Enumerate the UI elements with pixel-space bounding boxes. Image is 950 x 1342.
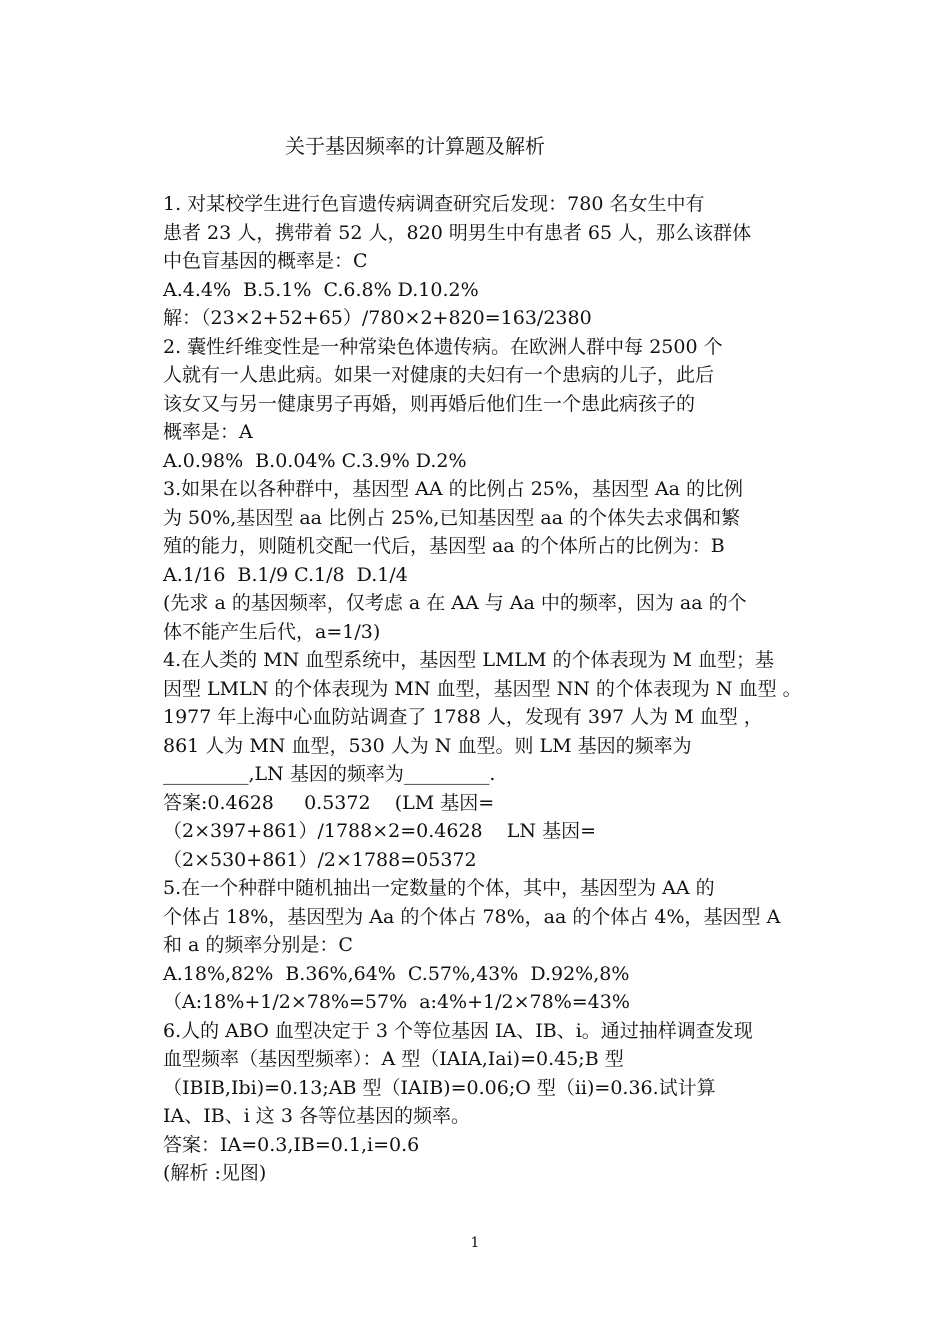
- text-line: 2. 囊性纤维变性是一种常染色体遗传病。在欧洲人群中每 2500 个: [163, 335, 723, 358]
- text-line: 中色盲基因的概率是：C: [163, 250, 368, 272]
- text-line: 4.在人类的 MN 血型系统中，基因型 LMLM 的个体表现为 M 血型；基: [163, 649, 775, 671]
- text-line: （IBIB,Ibi)=0.13;AB 型（IAIB)=0.06;O 型（ii)=0.36.试计算: [163, 1076, 716, 1099]
- text-line: 体不能产生后代，a=1/3): [163, 620, 381, 643]
- text-line: A.4.4% B.5.1% C.6.8% D.10.2%: [163, 278, 479, 301]
- text-line: 个体占 18%，基因型为 Aa 的个体占 78%，aa 的个体占 4%，基因型 A: [163, 905, 781, 928]
- text-line: (先求 a 的基因频率，仅考虑 a 在 AA 与 Aa 中的频率，因为 aa 的个: [163, 592, 747, 614]
- text-line: 1. 对某校学生进行色盲遗传病调查研究后发现：780 名女生中有: [163, 193, 705, 215]
- text-line: 殖的能力，则随机交配一代后，基因型 aa 的个体所占的比例为：B: [163, 535, 725, 557]
- document-title: 关于基因频率的计算题及解析: [285, 134, 545, 158]
- text-line: 5.在一个种群中随机抽出一定数量的个体，其中，基因型为 AA 的: [163, 877, 715, 899]
- text-line: 861 人为 MN 血型，530 人为 N 血型。则 LM 基因的频率为: [163, 734, 692, 757]
- text-line: 概率是：A: [163, 421, 253, 443]
- text-line: _________,LN 基因的频率为_________.: [163, 763, 496, 785]
- text-line: （2×530+861）/2×1788=05372: [163, 848, 477, 871]
- text-line: （2×397+861）/1788×2=0.4628 LN 基因=: [163, 820, 596, 842]
- text-line: 该女又与另一健康男子再婚，则再婚后他们生一个患此病孩子的: [163, 392, 696, 415]
- text-line: 因型 LMLN 的个体表现为 MN 血型，基因型 NN 的个体表现为 N 血型 。: [163, 677, 802, 700]
- text-line: 答案：IA=0.3,IB=0.1,i=0.6: [163, 1133, 420, 1156]
- text-line: 答案:0.4628 0.5372 (LM 基因=: [163, 791, 495, 814]
- text-line: 为 50%,基因型 aa 比例占 25%,已知基因型 aa 的个体失去求偶和繁: [163, 506, 741, 529]
- text-line: 血型频率（基因型频率）：A 型（IAIA,Iai)=0.45;B 型: [163, 1048, 624, 1070]
- text-line: 1977 年上海中心血防站调查了 1788 人，发现有 397 人为 M 血型 ，: [163, 706, 763, 728]
- text-line: 和 a 的频率分别是：C: [163, 934, 353, 956]
- document-body: [163, 190, 803, 1188]
- text-line: （A:18%+1/2×78%=57% a:4%+1/2×78%=43%: [163, 991, 630, 1013]
- text-line: 解：（23×2+52+65）/780×2+820=163/2380: [163, 307, 592, 329]
- text-line: A.1/16 B.1/9 C.1/8 D.1/4: [163, 563, 408, 586]
- text-line: A.18%,82% B.36%,64% C.57%,43% D.92%,8%: [163, 962, 630, 985]
- text-line: 患者 23 人，携带着 52 人，820 明男生中有患者 65 人，那么该群体: [163, 221, 752, 244]
- text-line: A.0.98% B.0.04% C.3.9% D.2%: [163, 449, 467, 472]
- text-line: 人就有一人患此病。如果一对健康的夫妇有一个患病的儿子，此后: [163, 364, 715, 386]
- text-line: 6.人的 ABO 血型决定于 3 个等位基因 IA、IB、i。通过抽样调查发现: [163, 1019, 753, 1042]
- text-line: (解析 :见图): [163, 1162, 267, 1184]
- page-number: 1: [470, 1235, 480, 1251]
- text-line: 3.如果在以各种群中，基因型 AA 的比例占 25%，基因型 Aa 的比例: [163, 478, 744, 500]
- text-line: IA、IB、i 这 3 各等位基因的频率。: [163, 1105, 470, 1127]
